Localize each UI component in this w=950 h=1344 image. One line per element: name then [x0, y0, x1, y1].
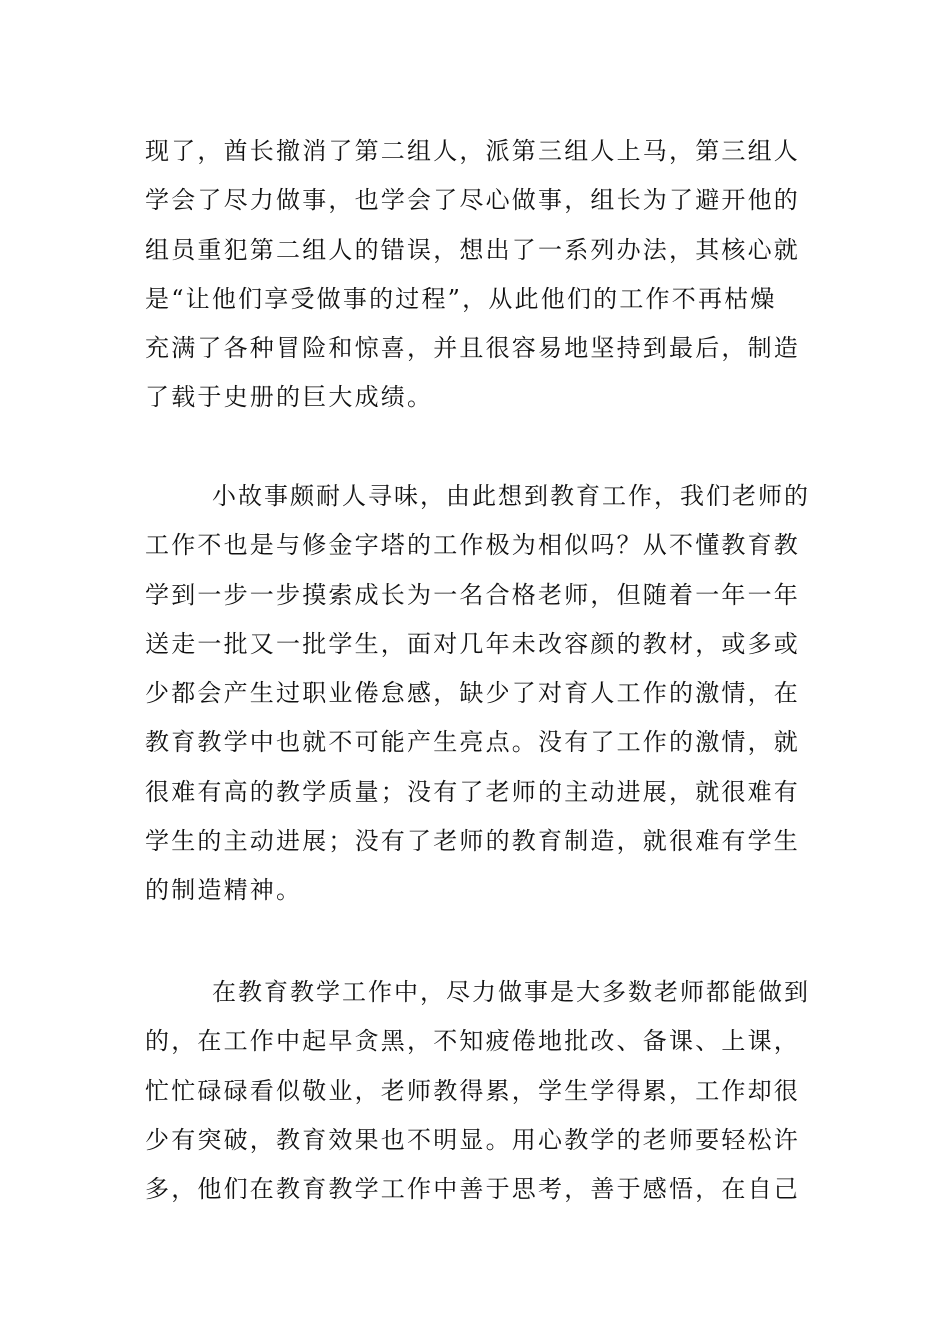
text-line: 学生的主动进展；没有了老师的教育制造，就很难有学生 [145, 827, 800, 856]
text-line: 学到一步一步摸索成长为一名合格老师，但随着一年一年 [145, 580, 800, 609]
text-line: 的制造精神。 [145, 876, 303, 905]
text-line-indented: 在教育教学工作中，尽力做事是大多数老师都能做到 [212, 978, 810, 1006]
text-line: 工作不也是与修金字塔的工作极为相似吗？从不懂教育教 [145, 531, 800, 560]
text-line: 是“让他们享受做事的过程”，从此他们的工作不再枯燥 [145, 284, 777, 313]
text-line: 学会了尽力做事，也学会了尽心做事，组长为了避开他的 [145, 186, 800, 215]
text-line: 现了，酋长撤消了第二组人，派第三组人上马，第三组人 [145, 137, 800, 165]
paragraph-3 [145, 968, 810, 1214]
paragraph-1 [145, 127, 810, 423]
text-line: 多，他们在教育教学工作中善于思考，善于感悟，在自己 [145, 1175, 800, 1204]
text-line: 少都会产生过职业倦怠感，缺少了对育人工作的激情，在 [145, 679, 800, 708]
text-line: 很难有高的教学质量；没有了老师的主动进展，就很难有 [145, 777, 800, 806]
text-line: 的，在工作中起早贪黑，不知疲倦地批改、备课、上课， [145, 1027, 800, 1056]
text-line: 教育教学中也就不可能产生亮点。没有了工作的激情，就 [145, 728, 800, 757]
text-line: 组员重犯第二组人的错误，想出了一系列办法，其核心就 [145, 235, 800, 264]
text-line: 充满了各种冒险和惊喜，并且很容易地坚持到最后，制造 [145, 334, 800, 363]
text-line: 送走一批又一批学生，面对几年未改容颜的教材，或多或 [145, 629, 800, 658]
text-line: 了载于史册的巨大成绩。 [145, 383, 434, 412]
text-line-indented: 小故事颇耐人寻味，由此想到教育工作，我们老师的 [212, 482, 810, 510]
paragraph-2 [145, 472, 810, 916]
text-line: 忙忙碌碌看似敬业，老师教得累，学生学得累，工作却很 [145, 1076, 800, 1105]
text-line: 少有突破，教育效果也不明显。用心教学的老师要轻松许 [145, 1125, 800, 1154]
